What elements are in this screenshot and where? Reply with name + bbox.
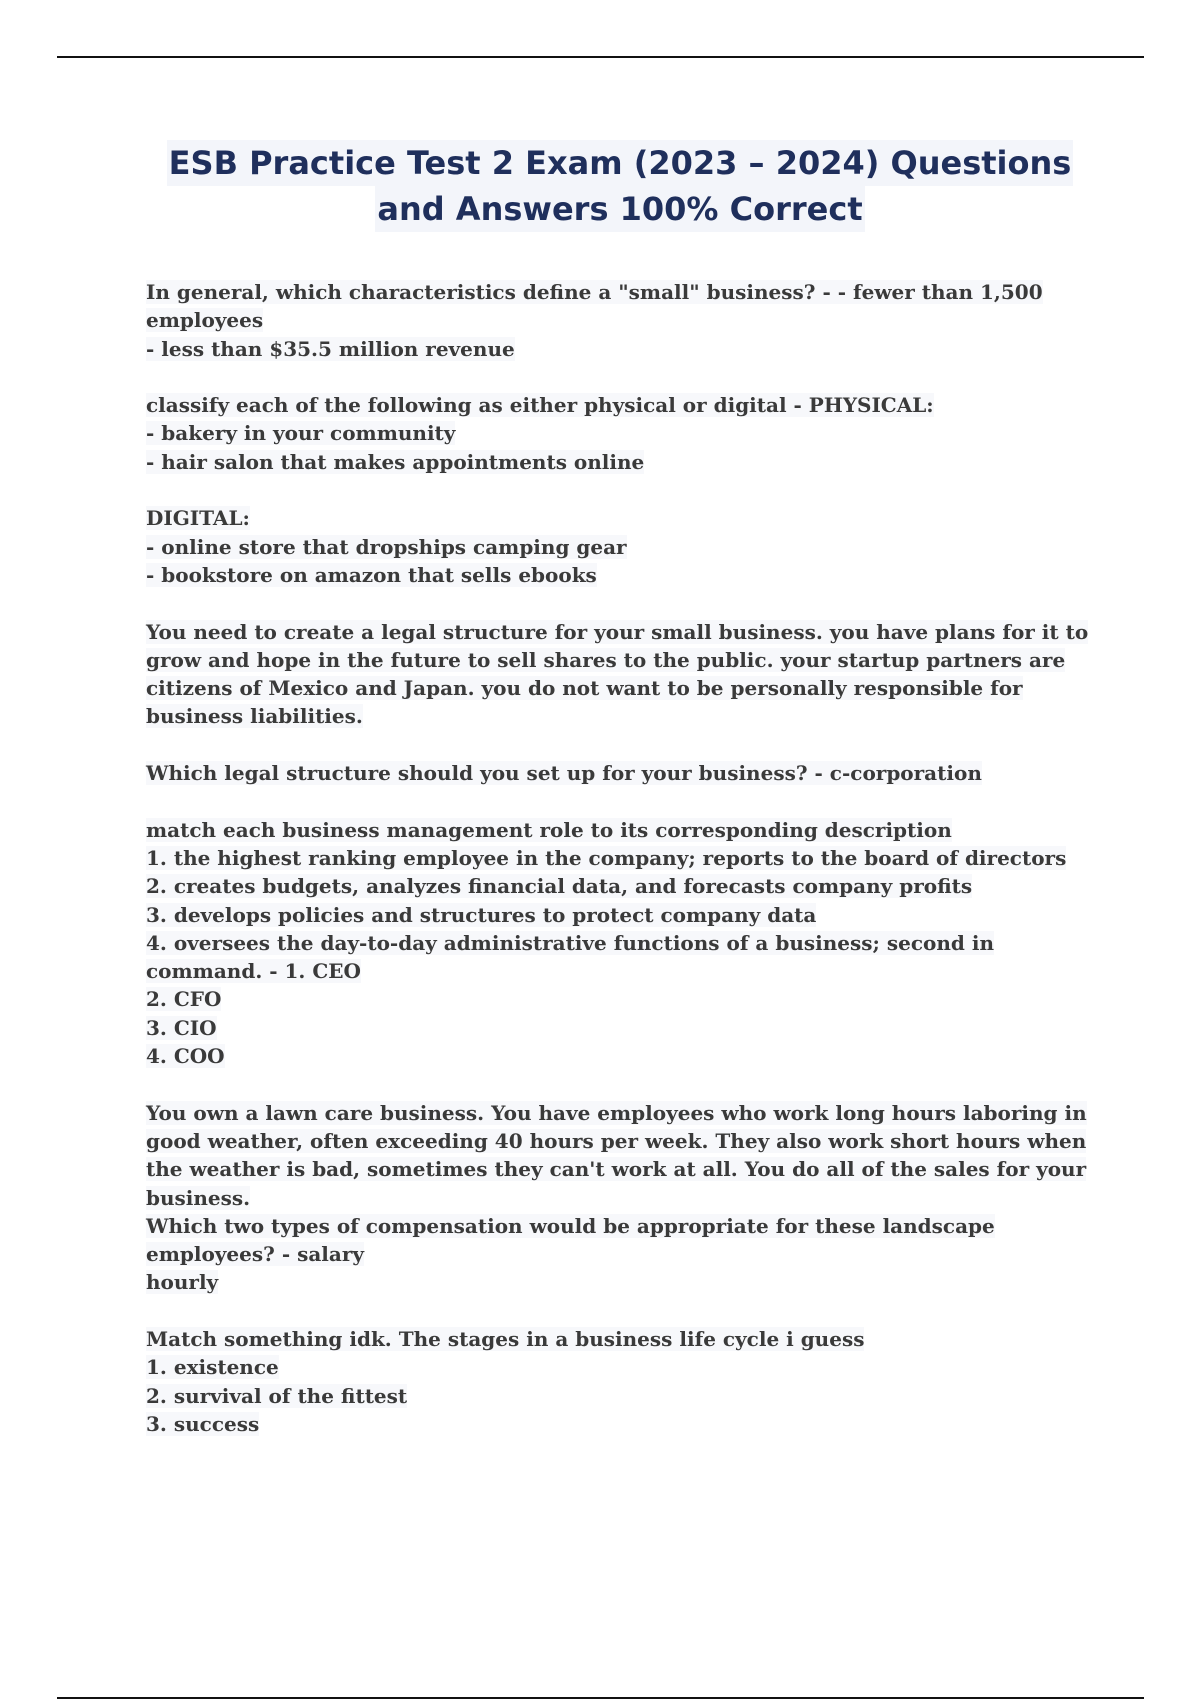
text-line-content: You own a lawn care business. You have employees who work long hours laboring in — [146, 1100, 1087, 1125]
text-line-content: 3. success — [146, 1411, 260, 1436]
text-line-content: match each business management role to its corresponding description — [146, 817, 952, 842]
text-line — [146, 1127, 1096, 1155]
qa-paragraph — [146, 504, 1096, 589]
text-line-content: Which two types of compensation would be appropriate for these landscape — [146, 1213, 995, 1238]
text-line — [146, 872, 1096, 900]
text-line — [146, 1184, 1096, 1212]
document-body — [146, 278, 1096, 1466]
text-line-content: 1. existence — [146, 1355, 279, 1380]
text-line — [146, 533, 1096, 561]
text-line-content: - hair salon that makes appointments online — [146, 449, 645, 474]
text-line-content: In general, which characteristics define a "small" business? - - fewer than 1,500 — [146, 280, 1043, 304]
text-line-content: You need to create a legal structure for your small business. you have plans for it to — [146, 619, 1089, 644]
text-line — [146, 759, 1096, 787]
text-line-content: 3. CIO — [146, 1015, 217, 1040]
text-line-content: employees? - salary — [146, 1242, 365, 1267]
text-line — [146, 1042, 1096, 1070]
text-line — [146, 1268, 1096, 1296]
qa-paragraph — [146, 816, 1096, 1071]
text-line-content: business. — [146, 1185, 251, 1210]
text-line-content: 4. oversees the day-to-day administrative functions of a business; second in — [146, 930, 994, 955]
top-rule — [57, 56, 1144, 58]
text-line — [146, 646, 1096, 674]
text-line-content: command. - 1. CEO — [146, 959, 361, 984]
text-line — [146, 844, 1096, 872]
text-line-content: business liabilities. — [146, 704, 363, 729]
text-line-content: - less than $35.5 million revenue — [146, 336, 515, 361]
text-line-content: 2. survival of the fittest — [146, 1383, 408, 1408]
text-line-content: 2. creates budgets, analyzes financial data, and forecasts company profits — [146, 874, 973, 899]
text-line — [146, 504, 1096, 532]
text-line — [146, 1240, 1096, 1268]
text-line-content: DIGITAL: — [146, 506, 250, 531]
qa-paragraph — [146, 759, 1096, 787]
text-line — [146, 1155, 1096, 1183]
text-line-content: Match something idk. The stages in a business life cycle i guess — [146, 1326, 865, 1351]
text-line — [146, 1410, 1096, 1438]
text-line — [146, 278, 1096, 306]
text-line — [146, 335, 1096, 363]
qa-paragraph — [146, 278, 1096, 363]
text-line-content: - online store that dropships camping gear — [146, 534, 627, 559]
qa-paragraph — [146, 1325, 1096, 1438]
text-line — [146, 618, 1096, 646]
text-line-content: grow and hope in the future to sell shares to the public. your startup partners are — [146, 647, 1066, 672]
title-line-2: and Answers 100% Correct — [375, 186, 864, 232]
text-line — [146, 561, 1096, 589]
text-line — [146, 1325, 1096, 1353]
text-line-content: 3. develops policies and structures to protect company data — [146, 902, 817, 927]
text-line-content: 1. the highest ranking employee in the company; reports to the board of directors — [146, 845, 1067, 870]
title-line-1: ESB Practice Test 2 Exam (2023 – 2024) Questions — [167, 140, 1074, 186]
text-line — [146, 816, 1096, 844]
text-line-content: 4. COO — [146, 1044, 225, 1069]
text-line-content: - bookstore on amazon that sells ebooks — [146, 562, 597, 587]
text-line — [146, 1014, 1096, 1042]
text-line — [146, 702, 1096, 730]
text-line — [146, 929, 1096, 957]
text-line-content: employees — [146, 308, 264, 333]
text-line — [146, 1382, 1096, 1410]
text-line-content: - bakery in your community — [146, 421, 456, 446]
text-line-content: good weather, often exceeding 40 hours per week. They also work short hours when — [146, 1128, 1087, 1153]
qa-paragraph — [146, 391, 1096, 476]
text-line — [146, 985, 1096, 1013]
text-line — [146, 1212, 1096, 1240]
text-line — [146, 306, 1096, 334]
text-line-content: classify each of the following as either physical or digital - PHYSICAL: — [146, 393, 934, 418]
document-title — [0, 140, 1200, 232]
text-line-content: Which legal structure should you set up for your business? - c-corporation — [146, 761, 982, 786]
text-line-content: hourly — [146, 1270, 219, 1295]
text-line — [146, 391, 1096, 419]
text-line — [146, 674, 1096, 702]
text-line — [146, 957, 1096, 985]
text-line-content: the weather is bad, sometimes they can't work at all. You do all of the sales for your — [146, 1157, 1087, 1182]
qa-paragraph — [146, 618, 1096, 731]
text-line — [146, 1099, 1096, 1127]
text-line — [146, 901, 1096, 929]
text-line-content: citizens of Mexico and Japan. you do not want to be personally responsible for — [146, 676, 1023, 701]
bottom-rule — [57, 1697, 1144, 1699]
text-line — [146, 419, 1096, 447]
text-line-content: 2. CFO — [146, 987, 222, 1012]
text-line — [146, 1353, 1096, 1381]
text-line — [146, 448, 1096, 476]
qa-paragraph — [146, 1099, 1096, 1297]
